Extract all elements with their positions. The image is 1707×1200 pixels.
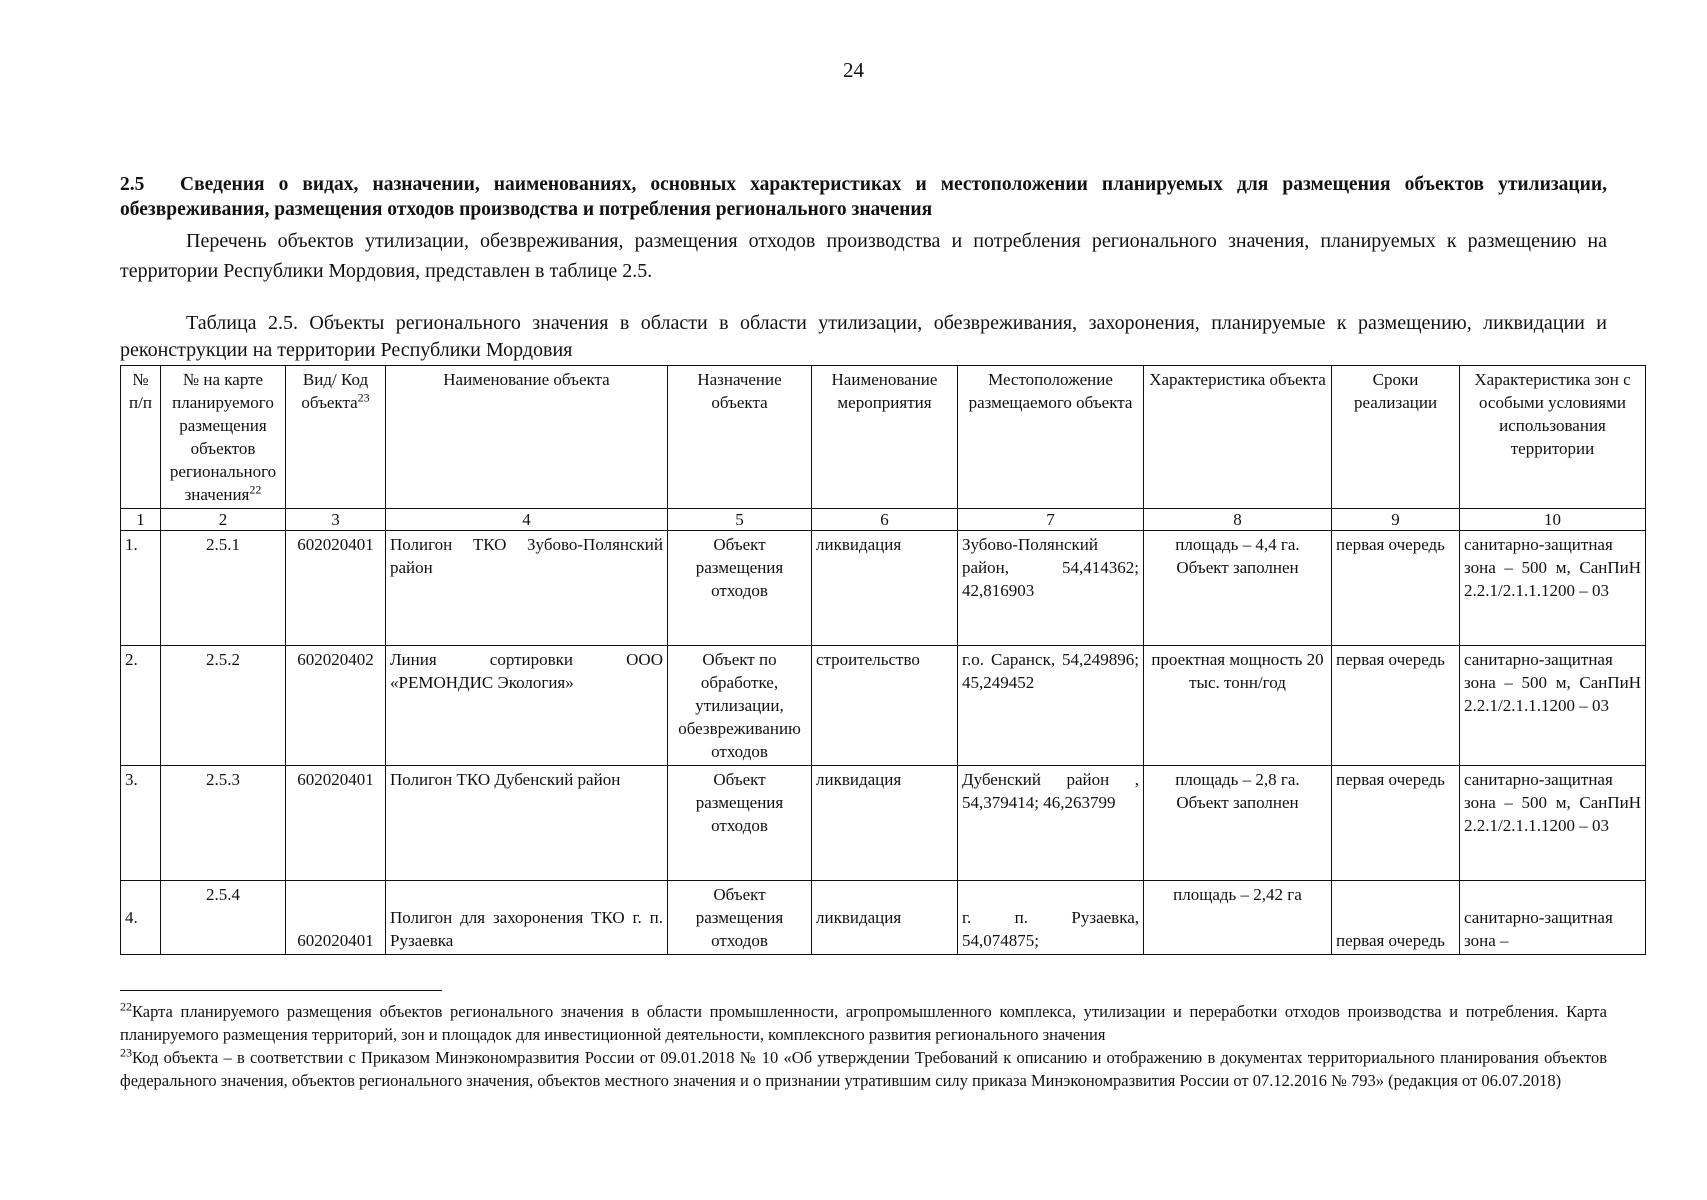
cell-action: строительство: [812, 646, 958, 766]
cell-action: ликвидация: [812, 881, 958, 955]
cell-location: Дубенский район , 54,379414; 46,263799: [958, 766, 1144, 881]
col-number: 4: [386, 509, 668, 531]
cell-location: г.о. Саранск, 54,249896; 45,249452: [958, 646, 1144, 766]
footnote-ref-22: 22: [249, 482, 262, 497]
table-row: [121, 766, 1646, 881]
page-number: 24: [843, 58, 864, 82]
header-map-number: [161, 366, 286, 509]
table-header-row: [121, 366, 1646, 509]
col-number: 10: [1460, 509, 1646, 531]
cell-zone: санитарно-защитная зона – 500 м, СанПиН 2.2.1/2.1.1.1200 – 03: [1460, 766, 1646, 881]
header-zone: Характеристика зон с особыми условиями использования территории: [1460, 366, 1646, 509]
table-row: [121, 646, 1646, 766]
intro-paragraph: Перечень объектов утилизации, обезвреживания, размещения отходов производства и потребления регионального значения, планируемых к размещению на территории Республики Мордовия, представлен в таблице 2.5.: [120, 230, 1607, 282]
cell-code: 602020401: [286, 531, 386, 646]
cell-term: первая очередь: [1332, 881, 1460, 955]
footnote-text: Карта планируемого размещения объектов регионального значения в области промышленности, агропромышленного комплекса, утилизации и переработки отходов производства и потребления. Карта планируемого размещения территорий, зон и площадок для инвестиционной деятельности, комплексного развития регионального значения: [120, 1002, 1607, 1044]
section-title: Сведения о видах, назначении, наименованиях, основных характеристиках и местоположении планируемых для размещения объектов утилизации, обезвреживания, размещения отходов производства и потребления регионального значения: [120, 174, 1607, 220]
footnote-mark: 23: [120, 1045, 132, 1060]
header-term: Сроки реализации: [1332, 366, 1460, 509]
cell-action: ликвидация: [812, 531, 958, 646]
cell-num: 1.: [121, 531, 161, 646]
cell-purpose: Объект размещения отходов: [668, 531, 812, 646]
cell-action: ликвидация: [812, 766, 958, 881]
cell-map-number: 2.5.3: [161, 766, 286, 881]
section-heading: [120, 172, 1607, 222]
cell-characteristic: проектная мощность 20 тыс. тонн/год: [1144, 646, 1332, 766]
cell-name: Полигон ТКО Дубенский район: [386, 766, 668, 881]
cell-name: Полигон для захоронения ТКО г. п. Рузаевка: [386, 881, 668, 955]
objects-table: [120, 365, 1646, 955]
header-action: Наименование мероприятия: [812, 366, 958, 509]
cell-name: Полигон ТКО Зубово-Полянский район: [386, 531, 668, 646]
cell-term: первая очередь: [1332, 766, 1460, 881]
col-number: 6: [812, 509, 958, 531]
cell-num: 4.: [121, 881, 161, 955]
cell-code: 602020402: [286, 646, 386, 766]
header-characteristic: Характеристика объекта: [1144, 366, 1332, 509]
header-code-text: Вид/ Код объекта: [301, 370, 369, 412]
col-number: 1: [121, 509, 161, 531]
footnote-ref-23: 23: [357, 390, 370, 405]
header-code: [286, 366, 386, 509]
cell-characteristic: площадь – 2,8 га. Объект заполнен: [1144, 766, 1332, 881]
footnote-mark: 22: [120, 999, 132, 1014]
column-number-row: [121, 509, 1646, 531]
cell-purpose: Объект размещения отходов: [668, 766, 812, 881]
cell-code: 602020401: [286, 881, 386, 955]
footnote-text: Код объекта – в соответствии с Приказом Минэкономразвития России от 09.01.2018 № 10 «Об утверждении Требований к описанию и отображению в документах территориального планирования объектов федерального значения, объектов регионального значения, объектов местного значения и о признании утратившим силу приказа Минэкономразвития России от 07.12.2016 № 793» (редакция от 06.07.2018): [120, 1048, 1607, 1090]
cell-num: 2.: [121, 646, 161, 766]
cell-name: Линия сортировки ООО «РЕМОНДИС Экология»: [386, 646, 668, 766]
cell-map-number: 2.5.4: [161, 881, 286, 955]
header-purpose: Назначение объекта: [668, 366, 812, 509]
cell-location: Зубово-Полянский район, 54,414362; 42,816903: [958, 531, 1144, 646]
header-location: Местоположение размещаемого объекта: [958, 366, 1144, 509]
col-number: 9: [1332, 509, 1460, 531]
col-number: 8: [1144, 509, 1332, 531]
table-row: [121, 531, 1646, 646]
cell-purpose: Объект размещения отходов: [668, 881, 812, 955]
cell-term: первая очередь: [1332, 646, 1460, 766]
footnotes: [120, 1000, 1607, 1092]
header-name: Наименование объекта: [386, 366, 668, 509]
cell-characteristic: площадь – 2,42 га: [1144, 881, 1332, 955]
cell-characteristic: площадь – 4,4 га. Объект заполнен: [1144, 531, 1332, 646]
col-number: 7: [958, 509, 1144, 531]
col-number: 2: [161, 509, 286, 531]
cell-zone: санитарно-защитная зона – 500 м, СанПиН 2.2.1/2.1.1.1200 – 03: [1460, 646, 1646, 766]
cell-zone: санитарно-защитная зона – 500 м, СанПиН 2.2.1/2.1.1.1200 – 03: [1460, 531, 1646, 646]
header-map-number-text: № на карте планируемого размещения объектов регионального значения: [169, 370, 277, 504]
cell-map-number: 2.5.2: [161, 646, 286, 766]
cell-term: первая очередь: [1332, 531, 1460, 646]
footnote-divider: [120, 990, 442, 991]
table-caption: Таблица 2.5. Объекты регионального значения в области в области утилизации, обезвреживания, захоронения, планируемые к размещению, ликвидации и реконструкции на территории Республики Мордовия: [120, 312, 1607, 361]
cell-purpose: Объект по обработке, утилизации, обезвреживанию отходов: [668, 646, 812, 766]
col-number: 5: [668, 509, 812, 531]
footnote-22: [120, 1000, 1607, 1046]
cell-zone: санитарно-защитная зона –: [1460, 881, 1646, 955]
cell-map-number: 2.5.1: [161, 531, 286, 646]
cell-code: 602020401: [286, 766, 386, 881]
footnote-23: [120, 1046, 1607, 1092]
cell-location: г. п. Рузаевка, 54,074875;: [958, 881, 1144, 955]
table-row: [121, 881, 1646, 955]
col-number: 3: [286, 509, 386, 531]
header-num: № п/п: [121, 366, 161, 509]
section-number: 2.5: [120, 174, 145, 195]
cell-num: 3.: [121, 766, 161, 881]
